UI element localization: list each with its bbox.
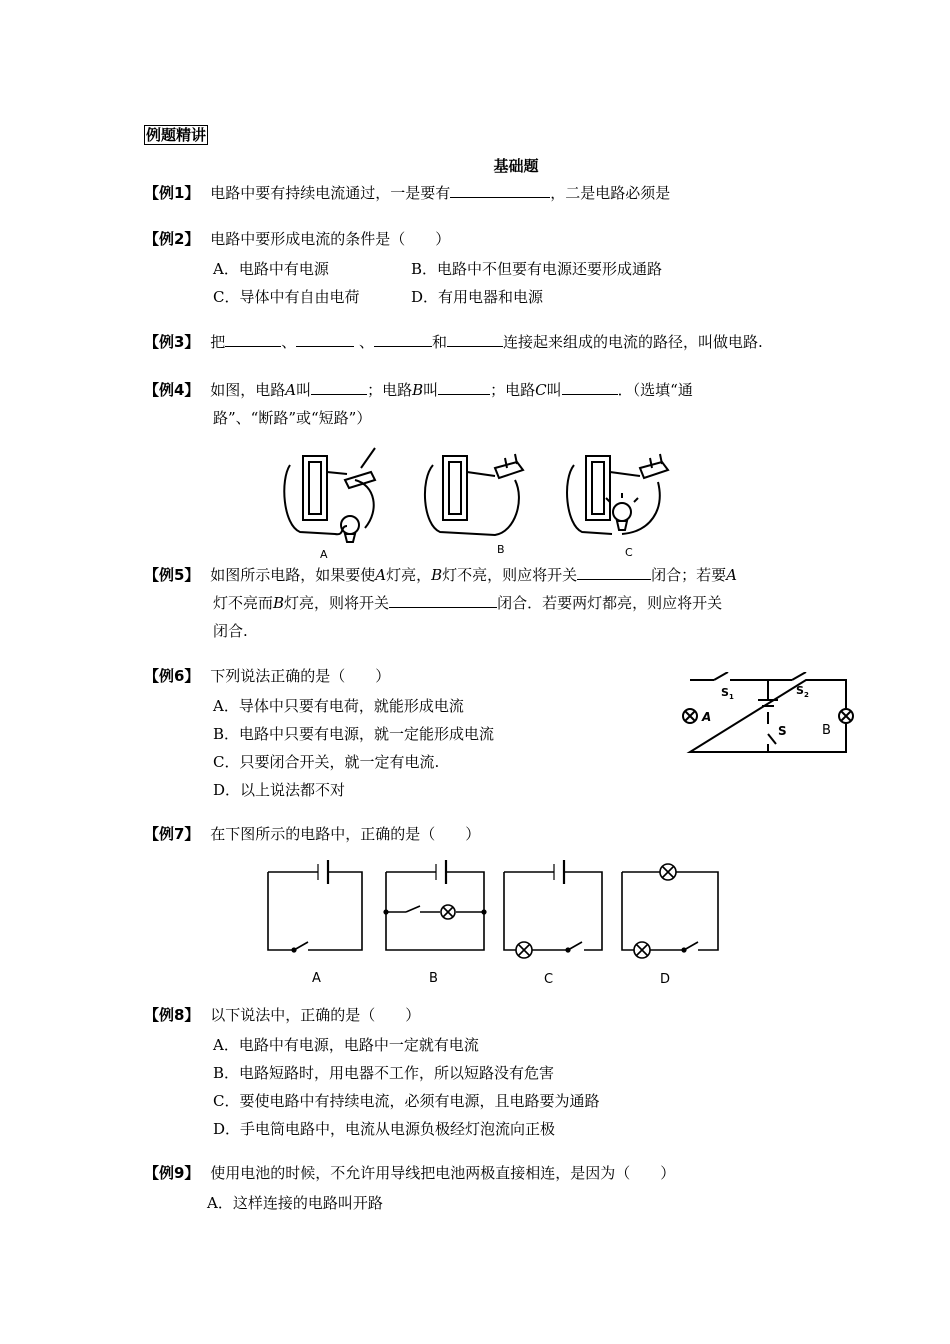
question-label: 【例4】 [144, 381, 200, 399]
fig-label: A [320, 548, 328, 561]
switch-circuit-figure [678, 672, 858, 762]
svg-text:S: S [796, 684, 804, 697]
answer-blank[interactable] [450, 183, 550, 198]
question-label: 【例5】 [144, 566, 200, 584]
option: B．电路中不但要有电源还要形成通路 [411, 260, 663, 278]
answer-blank[interactable] [438, 380, 490, 395]
question-3: 【例3】 把 、 、 和 连接起来组成的电流的路径，叫做电路. [144, 333, 763, 351]
option: A．电路中有电源，电路中一定就有电流 [213, 1036, 479, 1054]
svg-text:S: S [721, 686, 729, 699]
question-5: 【例5】 如图所示电路，如果要使A灯亮，B灯不亮，则应将开关 闭合；若要A [144, 566, 737, 584]
svg-text:A: A [702, 710, 712, 724]
question-label: 【例6】 [144, 667, 200, 685]
question-label: 【例3】 [144, 333, 200, 351]
answer-blank[interactable] [374, 332, 432, 347]
answer-blank[interactable] [562, 380, 618, 395]
option: A．这样连接的电路叫开路 [207, 1194, 383, 1212]
option: A．电路中有电源 [213, 260, 329, 278]
question-5-line3: 闭合. [213, 622, 248, 640]
option: C．导体中有自由电荷 [213, 288, 360, 306]
option: C．要使电路中有持续电流，必须有电源，且电路要为通路 [213, 1092, 600, 1110]
answer-blank[interactable] [447, 332, 503, 347]
option: D．以上说法都不对 [213, 781, 346, 799]
question-label: 【例1】 [144, 184, 200, 202]
answer-blank[interactable] [577, 565, 651, 580]
fig-label: B [497, 543, 505, 556]
question-label: 【例7】 [144, 825, 200, 843]
option: D．有用电器和电源 [411, 288, 544, 306]
circuit-a-picture [284, 448, 375, 542]
svg-text:2: 2 [804, 691, 809, 699]
circuit-d-diagram [622, 864, 718, 958]
option: A．导体中只要有电荷，就能形成电流 [213, 697, 464, 715]
option: B．电路短路时，用电器不工作，所以短路没有危害 [213, 1064, 555, 1082]
question-2: 【例2】 电路中要形成电流的条件是（ ） [144, 230, 451, 248]
option: D．手电筒电路中，电流从电源负极经灯泡流向正极 [213, 1120, 556, 1138]
question-1: 【例1】 电路中要有持续电流通过，一是要有 ，二是电路必须是 [144, 184, 671, 202]
option: C．只要闭合开关，就一定有电流. [213, 753, 440, 771]
question-label: 【例9】 [144, 1164, 200, 1182]
svg-text:B: B [822, 723, 831, 738]
fig-label: A [312, 971, 321, 985]
fig-label: B [429, 971, 438, 985]
circuit-c-diagram [504, 860, 602, 958]
fig-label: D [660, 972, 671, 985]
circuit-b-picture [425, 454, 523, 535]
question-6: 【例6】 下列说法正确的是（ ） [144, 667, 391, 685]
answer-blank[interactable] [225, 332, 281, 347]
circuit-pictures-figure [275, 440, 675, 562]
question-4: 【例4】 如图，电路A叫 ；电路B叫 ；电路C叫 ．（选填“通 [144, 381, 693, 399]
option: B．电路中只要有电源，就一定能形成电流 [213, 725, 495, 743]
answer-blank[interactable] [296, 332, 354, 347]
question-7: 【例7】 在下图所示的电路中，正确的是（ ） [144, 825, 481, 843]
circuit-b-diagram [384, 860, 486, 950]
question-9: 【例9】 使用电池的时候，不允许用导线把电池两极直接相连，是因为（ ） [144, 1164, 676, 1182]
question-label: 【例8】 [144, 1006, 200, 1024]
question-8: 【例8】 以下说法中，正确的是（ ） [144, 1006, 421, 1024]
sub-title: 基础题 [493, 157, 539, 175]
svg-text:1: 1 [729, 693, 734, 701]
question-5-line2: 灯不亮而B灯亮，则将开关 闭合．若要两灯都亮，则应将开关 [213, 594, 723, 612]
fig-label: C [544, 972, 554, 985]
circuit-a-diagram [268, 860, 362, 952]
circuit-c-picture [567, 454, 668, 534]
fig-label: C [625, 546, 633, 559]
svg-text:S: S [778, 724, 787, 738]
answer-blank[interactable] [389, 593, 497, 608]
circuit-diagrams-figure [262, 860, 732, 985]
question-4-line2: 路”、“断路”或“短路”） [213, 409, 372, 427]
section-title: 例题精讲 [146, 126, 207, 144]
answer-blank[interactable] [311, 380, 367, 395]
question-label: 【例2】 [144, 230, 200, 248]
